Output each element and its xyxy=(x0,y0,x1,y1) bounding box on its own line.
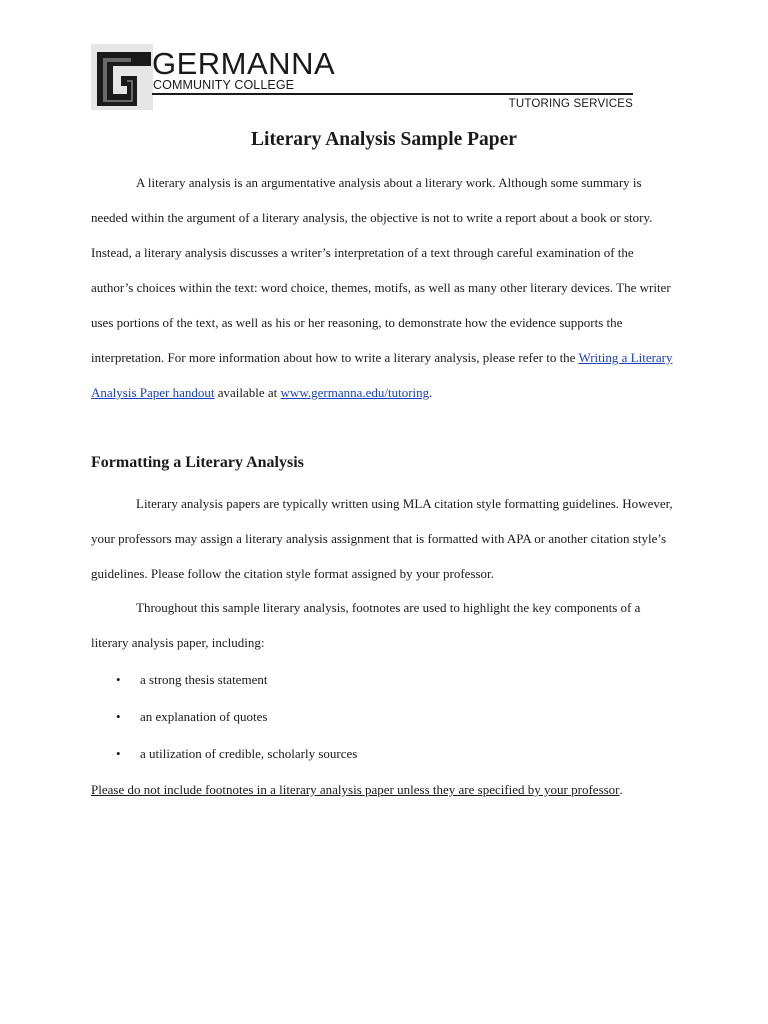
intro-end-punct: . xyxy=(429,385,433,400)
germanna-g-logo xyxy=(91,44,153,110)
footnote-warning-text: Please do not include footnotes in a literary analysis paper unless they are specified by your professor xyxy=(91,782,620,797)
components-list xyxy=(91,661,677,772)
list-item xyxy=(91,661,677,698)
footnotes-paragraph xyxy=(91,590,677,660)
section-heading: Formatting a Literary Analysis xyxy=(91,454,304,471)
list-item-text: an explanation of quotes xyxy=(140,709,268,724)
intro-text: A literary analysis is an argumentative analysis about a literary work. Although some summary is needed within the argument of a literary analysis, the objective is not to write a report about a book or story. Instead, a literary analysis discusses a writer’s interpretation of a text through careful examination of the author’s choices within the text: word choice, themes, motifs, as well as many other literary devices. The writer uses portions of the text, as well as his or her reasoning, to demonstrate how the evidence supports the interpretation. For more information about how to write a literary analysis, please refer to the xyxy=(91,175,671,365)
footnotes-text: Throughout this sample literary analysis, footnotes are used to highlight the key components of a literary analysis paper, including: xyxy=(91,600,641,650)
service-label: TUTORING SERVICES xyxy=(508,98,633,110)
logo-mark-icon xyxy=(91,44,153,110)
website-link[interactable]: www.germanna.edu/tutoring xyxy=(280,385,430,400)
footnote-warning-end: . xyxy=(619,782,623,797)
list-item xyxy=(91,735,677,772)
document-title: Literary Analysis Sample Paper xyxy=(251,129,517,150)
formatting-text: Literary analysis papers are typically written using MLA citation style formatting guidelines. However, your professors may assign a literary analysis assignment that is formatted with APA or another citation style’s guidelines. Please follow the citation style format assigned by your professor. xyxy=(91,496,673,581)
list-item-text: a strong thesis statement xyxy=(140,672,268,687)
list-item xyxy=(91,698,677,735)
bullet-icon: • xyxy=(116,709,121,724)
bullet-icon: • xyxy=(116,746,121,761)
header-divider xyxy=(152,93,633,95)
college-subtitle: COMMUNITY COLLEGE xyxy=(153,78,295,92)
footnote-warning xyxy=(91,772,677,807)
handout-link[interactable]: Writing a Literary Analysis Paper handout xyxy=(91,350,673,400)
intro-text-after-link: available at xyxy=(214,385,281,400)
list-item-text: a utilization of credible, scholarly sources xyxy=(140,746,358,761)
college-name: GERMANNA xyxy=(152,46,336,81)
bullet-icon: • xyxy=(116,672,121,687)
formatting-paragraph xyxy=(91,486,677,591)
intro-paragraph xyxy=(91,165,677,410)
